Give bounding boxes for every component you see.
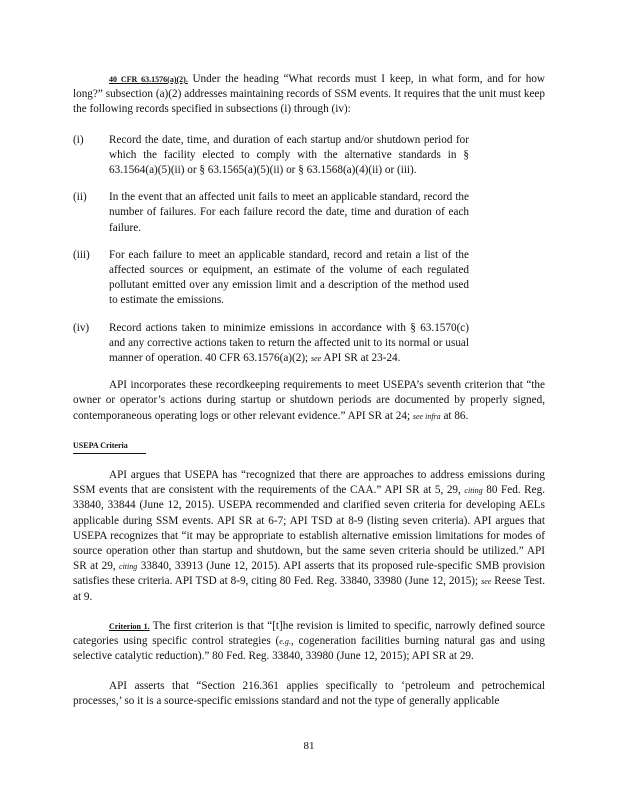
- paragraph-text: API asserts that “Section 216.361 applies specifically to ‘petroleum and petrochemical processes,’ so it is a source-specific emissions standard and not the type of generally applicable: [73, 679, 545, 707]
- signal-citing: citing: [464, 486, 483, 496]
- paragraph-text-c: 33840, 33913 (June 12, 2015). API asserts that its proposed rule-specific SMB provision satisfies these criteria. API TSD at 8-9, citing 80 Fed. Reg. 33840, 33980 (June 12, 2015);: [73, 560, 546, 588]
- paragraph-text-b: , cogeneration facilities burning natural gas and using selective catalytic reduction).” 80 Fed. Reg. 33840, 33980 (June 12, 2015); API SR at 29.: [73, 635, 545, 663]
- section-heading-label: USEPA Criteria: [73, 438, 146, 454]
- paragraph-tail: at 86.: [443, 409, 469, 422]
- list-item-text: Record the date, time, and duration of each startup and/or shutdown period for which the facility elected to comply with the alternative standards in § 63.1564(a)(5)(ii) or § 63.1565(a)(5)(ii) or § 63.1568(a)(4)(ii) or (iii).: [109, 133, 469, 177]
- signal-citing: citing: [119, 562, 138, 572]
- signal-see: see: [481, 577, 492, 587]
- list-item-text: For each failure to meet an applicable standard, record and retain a list of the affected sources or equipment, an estimate of the volume of each regulated pollutant emitted over any emission limit and a description of the method used to estimate the emissions.: [109, 248, 469, 307]
- page-number: 81: [303, 740, 315, 752]
- list-item: [73, 190, 545, 236]
- section-heading: [73, 438, 545, 454]
- list-item: [73, 133, 545, 179]
- paragraph-text: Under the heading “What records must I keep, in what form, and for how long?” subsection (a)(2) addresses maintaining records of SSM events. It requires that the unit must keep the following records specified in subsections (i) through (iv):: [73, 73, 545, 116]
- list-item-tail: API SR at 23-24.: [323, 352, 401, 365]
- list-item-number: (i): [73, 133, 84, 146]
- regulation-citation: 40 CFR 63.1576(a)(2).: [109, 75, 188, 84]
- paragraph-text-b: 80 Fed. Reg. 33840, 33844 (June 12, 2015). USEPA recommended and clarified seven criteria for developing AELs applicable during SSM events. API SR at 6-7; API TSD at 8-9 (listing seven criteria). API argues that USEPA recognizes that “it may be appropriate to establish alternative emission limitations for modes of source operation other than startup and shutdown, but the same seven criteria should be utilized.” API SR at 29,: [73, 484, 545, 573]
- signal-eg: e.g.: [279, 637, 291, 647]
- paragraph-text-a: The first criterion is that “[t]he revision is limited to specific, narrowly defined source categories using specific control strategies (: [73, 619, 545, 648]
- list-item-number: (iv): [73, 321, 90, 334]
- list-item-text: Record actions taken to minimize emissions in accordance with § 63.1570(c) and any corrective actions taken to return the affected unit to its normal or usual manner of operation. 40 CFR 63.1576(a)(2);: [109, 321, 469, 365]
- list-item-body: [109, 321, 469, 367]
- paragraph-recordkeeping-intro: [73, 72, 545, 118]
- paragraph-section-216-361: [73, 679, 545, 709]
- signal-see-infra: see infra: [412, 411, 441, 421]
- paragraph-seventh-criterion: [73, 378, 545, 424]
- paragraph-usepa-criteria: [73, 468, 545, 605]
- requirements-list: [73, 133, 545, 367]
- list-item-number: (iii): [73, 248, 90, 261]
- list-item: [73, 321, 545, 367]
- list-item-text: In the event that an affected unit fails to meet an applicable standard, record the number of failures. For each failure record the date, time and duration of each failure.: [109, 191, 469, 234]
- paragraph-criterion-1: [73, 619, 545, 665]
- list-item: [73, 248, 545, 309]
- paragraph-text-a: API argues that USEPA has “recognized that there are approaches to address emissions during SSM events that are consistent with the requirements of the CAA.” API SR at 5, 29,: [73, 469, 545, 497]
- list-item-number: (ii): [73, 191, 87, 204]
- criterion-label: Criterion 1.: [109, 621, 150, 631]
- paragraph-text: API incorporates these recordkeeping requirements to meet USEPA’s seventh criterion that “the owner or operator’s actions during startup or shutdown periods are documented by properly signed, contemporaneous operating logs or other relevant evidence.” API SR at 24;: [73, 379, 545, 422]
- page-body: [73, 72, 545, 709]
- signal-see: see: [310, 354, 322, 364]
- paragraph-text-d: Reese Test. at 9.: [73, 575, 545, 603]
